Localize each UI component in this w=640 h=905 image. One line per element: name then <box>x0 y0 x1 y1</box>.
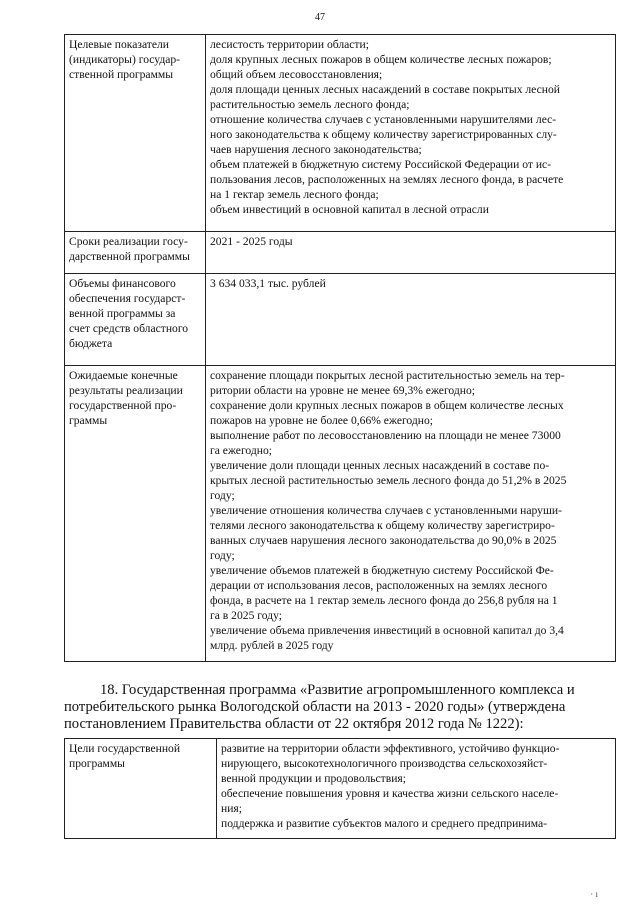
table-row <box>65 232 616 274</box>
row-label-target-indicators: Целевые показатели (индикаторы) государ- ственной программы <box>65 35 206 232</box>
table-row <box>65 739 616 839</box>
row-content-target-indicators: лесистость территории области; доля крупных лесных пожаров в общем количестве лесных пожаров; общий объем лесовосстановления; доля площади ценных лесных насаждений в составе покрытых лесной растительностью земель лесного фонда; отношение количества случаев с установленными нарушителями лес- ного законодательства к общему количеству зарегистрированных слу- чаев нарушения лесного законодательства; объем платежей в бюджетную систему Российской Федерации от ис- пользования лесов, расположенных на землях лесного фонда, в расчете на 1 гектар земель лесного фонда; объем инвестиций в основной капитал в лесной отрасли <box>206 35 616 232</box>
row-label-financing-volume: Объемы финансового обеспечения государст- венной программы за счет средств областного бюджета <box>65 274 206 366</box>
row-label-program-goals: Цели государственной программы <box>65 739 217 839</box>
scan-mark: · ı <box>590 889 598 899</box>
program-passport-table-agro <box>64 738 616 839</box>
row-label-implementation-period: Сроки реализации госу- дарственной программы <box>65 232 206 274</box>
table-row <box>65 35 616 232</box>
row-content-program-goals: развитие на территории области эффективного, устойчиво функцио- нирующего, высокотехнологичного производства сельскохозяйст- венной продукции и продовольствия; обеспечение повышения уровня и качества жизни сельского населе- ния; поддержка и развитие субъектов малого и среднего предпринима- <box>217 739 616 839</box>
row-content-expected-results: сохранение площади покрытых лесной растительностью земель на тер- ритории области на уровне не менее 69,3% ежегодно; сохранение доли крупных лесных пожаров в общем количестве лесных пожаров на уровне не более 0,66% ежегодно; выполнение работ по лесовосстановлению на площади не менее 73000 га ежегодно; увеличение доли площади ценных лесных насаждений в составе по- крытых лесной растительностью земель лесного фонда до 51,2% в 2025 году; увеличение отношения количества случаев с установленными наруши- телями лесного законодательства к общему количеству зарегистриро- ванных случаев нарушения лесного законодательства до 90,0% в 2025 году; увеличение объемов платежей в бюджетную систему Российской Фе- дерации от использования лесов, расположенных на землях лесного фонда, в расчете на 1 гектар земель лесного фонда до 256,8 рубля на 1 га в 2025 году; увеличение объема привлечения инвестиций в основной капитал до 3,4 млрд. рублей в 2025 году <box>206 366 616 662</box>
row-label-expected-results: Ожидаемые конечные результаты реализации государственной про- граммы <box>65 366 206 662</box>
table-row <box>65 274 616 366</box>
row-content-implementation-period: 2021 - 2025 годы <box>206 232 616 274</box>
page-number: 47 <box>315 12 325 23</box>
program-passport-table-forestry <box>64 34 616 662</box>
row-content-financing-volume: 3 634 033,1 тыс. рублей <box>206 274 616 366</box>
section-heading-program-18: 18. Государственная программа «Развитие агропромышленного комплекса и потребительского рынка Вологодской области на 2013 - 2020 годы» (утверждена постановлением Правительства области от 22 октября 2012 года № 1222): <box>64 682 575 732</box>
table-row <box>65 366 616 662</box>
